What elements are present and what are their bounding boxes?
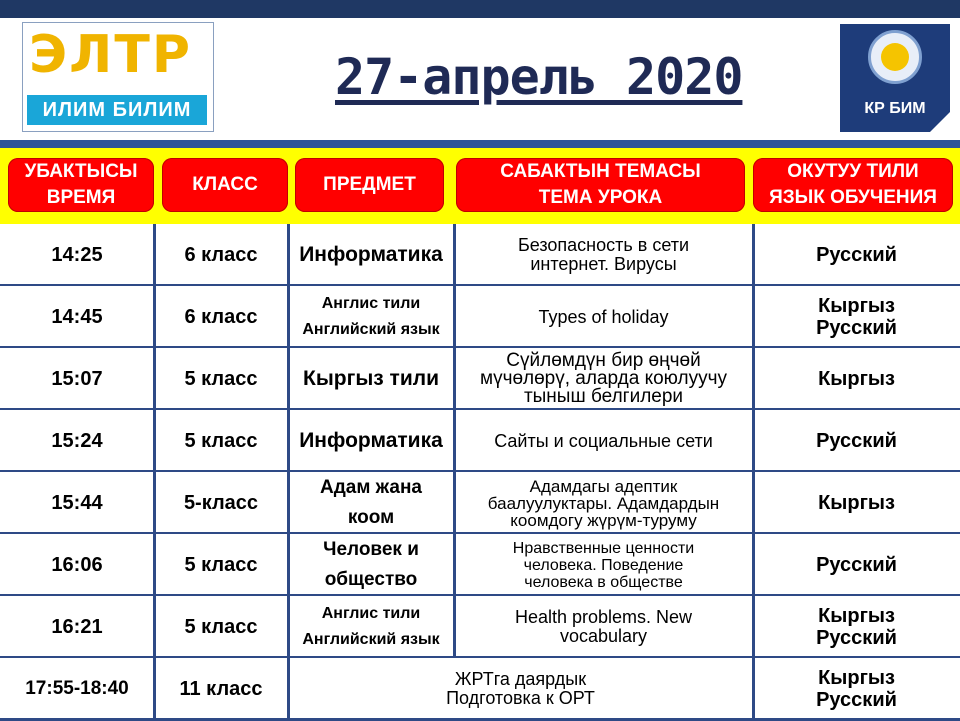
time-cell: 14:25 [51, 243, 103, 266]
column-header-line: ВРЕМЯ [46, 187, 116, 208]
class-cell: 6 класс [184, 305, 258, 328]
language-cell [753, 224, 960, 286]
table-row [0, 286, 960, 348]
column-divider [752, 472, 755, 534]
column-header-3 [456, 158, 745, 212]
text-line: Кыргыз тили [303, 367, 439, 390]
text-line: коом [347, 507, 395, 528]
topic-cell [454, 286, 753, 348]
class-cell: 5 класс [184, 429, 258, 452]
column-divider [752, 224, 755, 286]
column-divider [453, 472, 456, 534]
column-header-line: УБАКТЫСЫ [24, 161, 138, 182]
text-line: общество [324, 569, 418, 590]
text-line: Английский язык [302, 321, 440, 338]
time-cell: 14:45 [51, 305, 103, 328]
text-line: Русский [816, 689, 897, 711]
table-row [0, 410, 960, 472]
topic-cell [454, 534, 753, 596]
class-cell: 6 класс [184, 243, 258, 266]
page-corner-icon [930, 112, 950, 132]
text-line: Кыргыз [818, 492, 895, 514]
column-header-line: ПРЕДМЕТ [323, 174, 416, 195]
time-cell: 15:24 [51, 429, 103, 452]
column-divider [287, 658, 290, 720]
column-divider [153, 596, 156, 658]
column-divider [287, 224, 290, 286]
column-header-line: ОКУТУУ ТИЛИ [787, 161, 919, 182]
table-row [0, 472, 960, 534]
divider-bar [0, 140, 960, 148]
column-header-line: ЯЗЫК ОБУЧЕНИЯ [769, 187, 937, 208]
column-divider [752, 596, 755, 658]
text-line: ЖРТга даярдык [454, 669, 587, 689]
text-line: баалуулуктары. Адамдардын [487, 493, 720, 513]
column-divider [752, 286, 755, 348]
text-line: Нравственные ценности [512, 539, 695, 557]
language-cell [753, 286, 960, 348]
column-divider [287, 410, 290, 472]
topic-cell [454, 472, 753, 534]
text-line: Адамдагы адептик [529, 476, 678, 496]
text-line: Русский [816, 317, 897, 339]
text-line: Англис тили [321, 295, 421, 312]
text-line: мүчөлөрү, аларда коюлуучу [480, 368, 727, 389]
subject-cell [288, 596, 454, 658]
time-cell: 17:55-18:40 [25, 678, 129, 699]
column-divider [453, 286, 456, 348]
ministry-logo [840, 24, 950, 132]
subject-cell [288, 410, 454, 472]
text-line: человека. Поведение [523, 556, 684, 574]
class-cell: 5-класс [183, 491, 259, 514]
class-cell: 5 класс [184, 553, 258, 576]
column-divider [287, 596, 290, 658]
column-header-0 [8, 158, 154, 212]
column-divider [153, 658, 156, 720]
column-divider [752, 348, 755, 410]
subject-cell [288, 534, 454, 596]
table-row [0, 596, 960, 658]
page-header [0, 18, 960, 140]
column-divider [287, 348, 290, 410]
text-line: Health problems. New [514, 607, 693, 627]
ministry-logo-text: КР БИМ [864, 100, 926, 117]
column-divider [453, 596, 456, 658]
language-cell [753, 410, 960, 472]
topic-cell [454, 348, 753, 410]
text-line: Англис тили [321, 605, 421, 622]
topic-cell [288, 658, 753, 720]
top-bar [0, 0, 960, 18]
column-divider [752, 534, 755, 596]
column-divider [752, 410, 755, 472]
class-cell: 11 класс [179, 677, 263, 700]
logo-main-text: ЭЛТР [29, 25, 192, 85]
text-line: Сайты и социальные сети [494, 430, 713, 451]
time-cell: 16:21 [51, 615, 103, 638]
column-divider [752, 658, 755, 720]
language-cell [753, 534, 960, 596]
table-row [0, 658, 960, 720]
text-line: Адам жана [320, 477, 422, 498]
text-line: Кыргыз [818, 295, 895, 317]
text-line: Подготовка к ОРТ [446, 688, 595, 708]
text-line: Сүйлөмдүн бир өңчөй [506, 350, 701, 371]
table-row [0, 224, 960, 286]
text-line: Русский [816, 627, 897, 649]
time-cell: 15:44 [51, 491, 103, 514]
text-line: Информатика [299, 243, 443, 266]
column-header-line: САБАКТЫН ТЕМАСЫ [500, 161, 701, 182]
language-cell [753, 348, 960, 410]
column-divider [153, 286, 156, 348]
topic-cell [454, 410, 753, 472]
text-line: Кыргыз [818, 368, 895, 390]
text-line: Человек и [323, 539, 419, 560]
subject-cell [288, 348, 454, 410]
time-cell: 15:07 [51, 367, 103, 390]
table-row [0, 534, 960, 596]
column-divider [153, 472, 156, 534]
language-cell [753, 472, 960, 534]
text-line: Безопасность в сети [517, 235, 690, 255]
class-cell: 5 класс [184, 615, 258, 638]
column-divider [287, 286, 290, 348]
table-header-row [0, 148, 960, 224]
column-divider [287, 472, 290, 534]
text-line: Русский [816, 430, 897, 452]
column-header-line: КЛАСС [192, 174, 258, 195]
column-divider [153, 224, 156, 286]
text-line: коомдогу жүрүм-туруму [510, 510, 697, 530]
column-divider [453, 534, 456, 596]
column-divider [153, 410, 156, 472]
column-header-4 [753, 158, 953, 212]
column-divider [153, 534, 156, 596]
date-title: 27-апрель 2020 [335, 48, 743, 106]
schedule-table [0, 224, 960, 720]
text-line: Кыргыз [818, 605, 895, 627]
text-line: Types of holiday [538, 306, 669, 327]
column-header-1 [162, 158, 288, 212]
class-cell: 5 класс [184, 367, 258, 390]
column-divider [153, 348, 156, 410]
emblem-icon [868, 30, 922, 84]
text-line: vocabulary [559, 626, 648, 646]
text-line: Русский [816, 244, 897, 266]
text-line: Кыргыз [818, 667, 895, 689]
logo-strip-text: ИЛИМ БИЛИМ [27, 95, 207, 125]
text-line: Информатика [299, 429, 443, 452]
column-divider [453, 348, 456, 410]
table-row [0, 348, 960, 410]
text-line: Английский язык [302, 631, 440, 648]
subject-cell [288, 472, 454, 534]
text-line: интернет. Вирусы [530, 254, 677, 274]
text-line: человека в обществе [524, 573, 683, 591]
language-cell [753, 658, 960, 720]
eltr-logo [22, 22, 214, 132]
topic-cell [454, 596, 753, 658]
language-cell [753, 596, 960, 658]
column-divider [453, 410, 456, 472]
column-header-line: ТЕМА УРОКА [538, 187, 663, 208]
subject-cell [288, 286, 454, 348]
column-divider [453, 224, 456, 286]
column-divider [287, 534, 290, 596]
topic-cell [454, 224, 753, 286]
text-line: Русский [816, 554, 897, 576]
subject-cell [288, 224, 454, 286]
time-cell: 16:06 [51, 553, 103, 576]
text-line: тыныш белгилери [523, 386, 684, 407]
column-header-2 [295, 158, 444, 212]
